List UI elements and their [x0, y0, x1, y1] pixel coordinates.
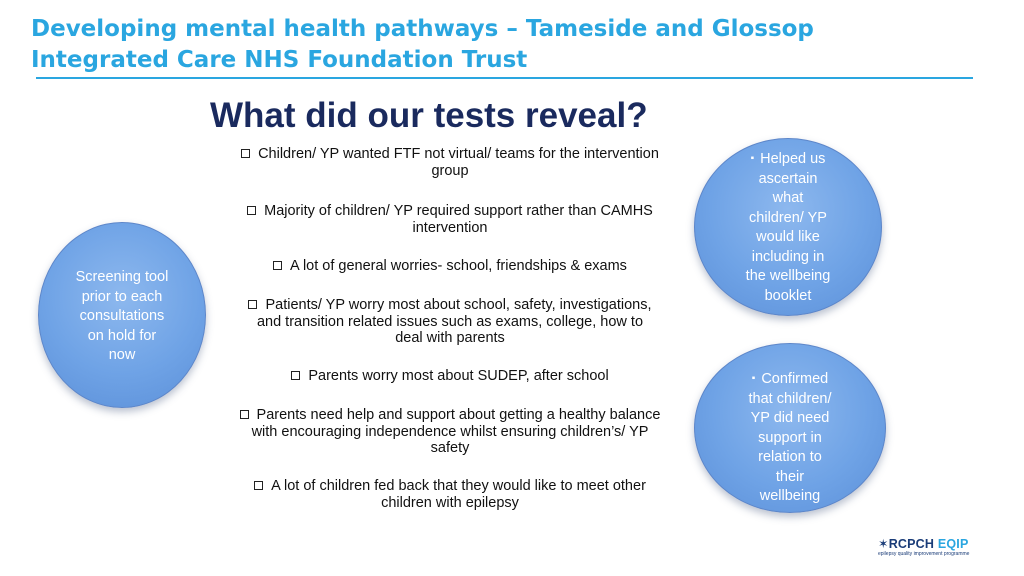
left-note-line: on hold for — [87, 327, 157, 344]
checkbox-bullet-icon — [241, 149, 250, 158]
checkbox-bullet-icon — [248, 300, 257, 309]
right-top-note-line: what — [772, 190, 804, 206]
finding-item — [200, 297, 700, 347]
finding-text: A lot of children fed back that they would like to meet other — [271, 478, 646, 494]
right-top-note-line: booklet — [764, 287, 812, 304]
square-bullet-icon: ▪ — [750, 153, 755, 164]
square-bullet-icon: ▪ — [751, 373, 756, 384]
left-note-text — [39, 268, 205, 366]
finding-text: children with epilepsy — [381, 494, 519, 511]
finding-text: Parents worry most about SUDEP, after school — [308, 368, 609, 384]
logo-wordmark-rcpch: RCPCH — [888, 537, 935, 551]
finding-text: and transition related issues such as exams, college, how to — [256, 313, 644, 330]
right-top-note-circle — [694, 138, 882, 316]
checkbox-bullet-icon — [240, 410, 249, 419]
right-bottom-note-text — [695, 369, 885, 507]
left-note-line: prior to each — [81, 288, 163, 305]
left-note-line: now — [108, 347, 136, 363]
right-bottom-note-line: that children/ — [748, 390, 832, 407]
header-title-line-1: Developing mental health pathways – Tameside and Glossop — [31, 16, 814, 42]
finding-item — [200, 203, 700, 236]
finding-text: A lot of general worries- school, friendships & exams — [290, 258, 627, 274]
right-bottom-note-line: Confirmed — [761, 371, 829, 387]
left-note-circle — [38, 222, 206, 408]
finding-item — [200, 368, 700, 385]
finding-item — [200, 407, 700, 457]
right-bottom-note-line: their — [775, 468, 805, 485]
checkbox-bullet-icon — [273, 261, 282, 270]
right-top-note-text — [695, 149, 881, 306]
right-bottom-note-line: support in — [758, 429, 822, 446]
rcpch-eqip-logo — [878, 538, 978, 562]
right-top-note-line: ascertain — [758, 170, 818, 187]
finding-item — [200, 146, 700, 179]
right-bottom-note-line: YP did need — [750, 410, 830, 426]
finding-text: deal with parents — [395, 330, 505, 346]
left-note-line: Screening tool — [75, 269, 169, 285]
finding-text: Majority of children/ YP required support rather than CAMHS — [264, 203, 653, 219]
finding-item — [200, 258, 700, 275]
finding-text: Children/ YP wanted FTF not virtual/ teams for the intervention — [258, 146, 659, 162]
finding-text: with encouraging independence whilst ensuring children’s/ YP — [251, 423, 649, 440]
finding-text: Parents need help and support about getting a healthy balance — [256, 407, 661, 423]
finding-item — [200, 478, 700, 511]
header-divider — [36, 77, 973, 79]
finding-text: safety — [430, 440, 470, 456]
right-bottom-note-line: wellbeing — [759, 488, 821, 504]
finding-text: intervention — [412, 219, 488, 236]
star-icon: ✶ — [878, 537, 889, 551]
header-title-line-2: Integrated Care NHS Foundation Trust — [31, 47, 528, 73]
right-top-note-line: the wellbeing — [745, 268, 831, 284]
checkbox-bullet-icon — [291, 371, 300, 380]
slide-header-title — [31, 14, 931, 76]
right-bottom-note-circle — [694, 343, 886, 513]
right-top-note-line: children/ YP — [749, 209, 827, 226]
finding-text: Patients/ YP worry most about school, safety, investigations, — [265, 297, 652, 313]
right-top-note-line: including in — [751, 248, 825, 265]
checkbox-bullet-icon — [254, 481, 263, 490]
logo-wordmark — [878, 538, 978, 551]
right-top-note-line: would like — [756, 229, 820, 245]
finding-text: group — [431, 162, 469, 179]
checkbox-bullet-icon — [247, 206, 256, 215]
right-top-note-line: Helped us — [760, 151, 826, 167]
slide-heading: What did our tests reveal? — [210, 96, 648, 135]
left-note-line: consultations — [79, 308, 165, 324]
logo-tagline: epilepsy quality improvement programme — [878, 551, 970, 557]
right-bottom-note-line: relation to — [758, 449, 822, 465]
logo-wordmark-eqip: EQIP — [934, 537, 969, 551]
